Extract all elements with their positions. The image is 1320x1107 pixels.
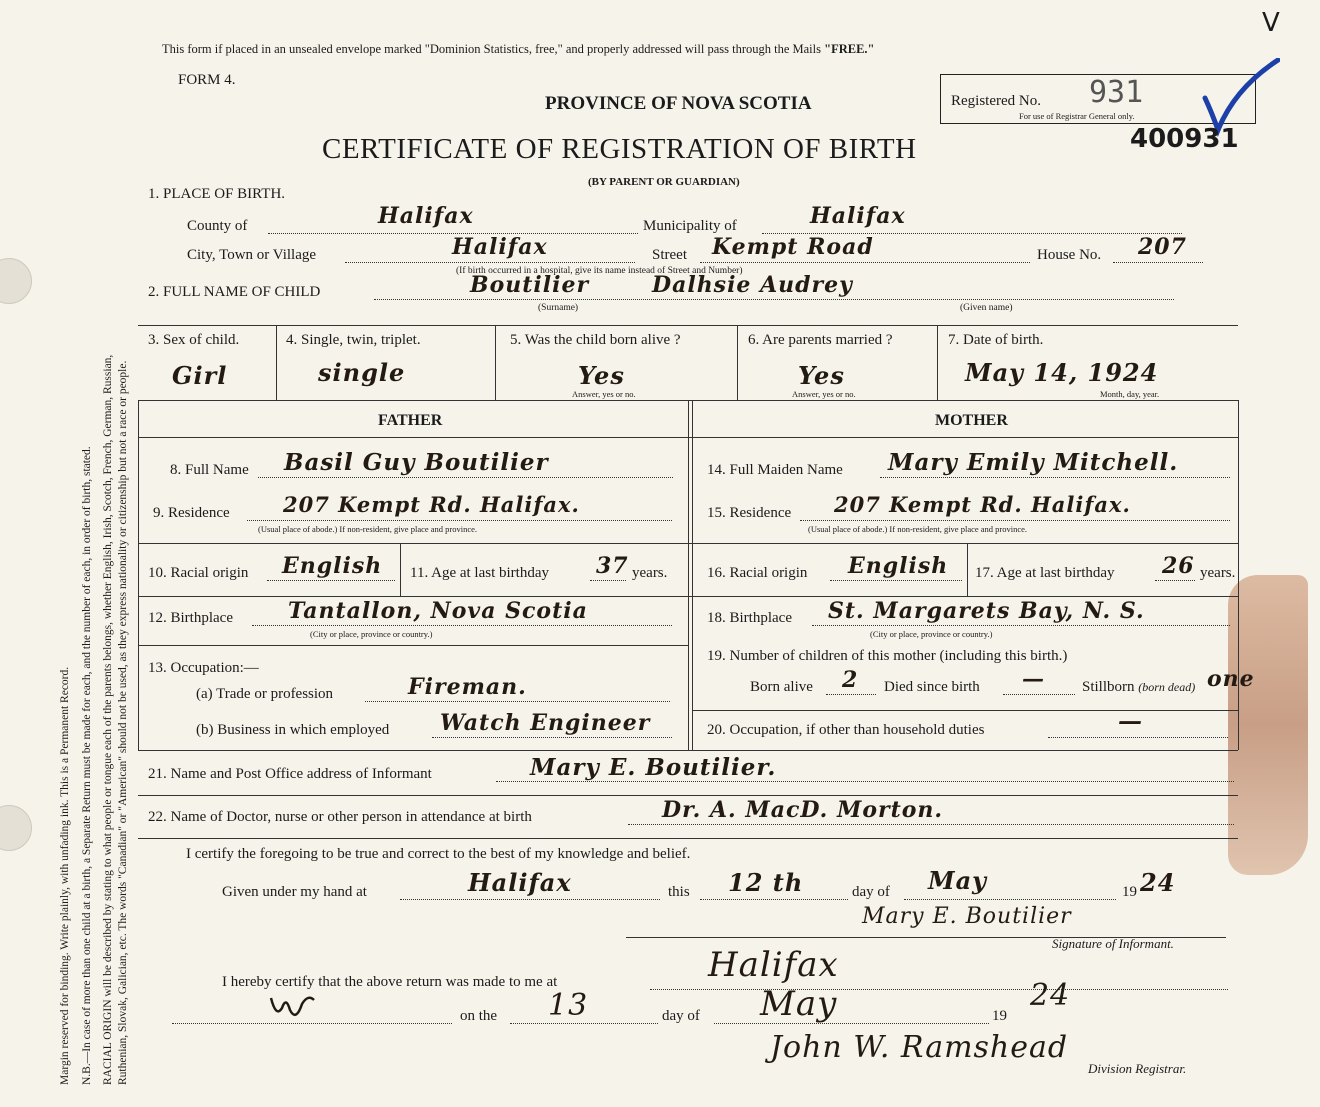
municipality-label: Municipality of <box>643 218 737 234</box>
given-year-value: 24 <box>1140 868 1176 897</box>
place-heading: 1. PLACE OF BIRTH. <box>148 186 286 202</box>
alive-value: Yes <box>578 361 625 390</box>
street-label: Street <box>652 247 687 263</box>
mother-birthplace-note: (City or place, province or country.) <box>870 629 993 639</box>
this-label: this <box>668 884 690 900</box>
corner-mark: V <box>1262 8 1280 38</box>
registrar-signature: John W. Ramshead <box>770 1030 1069 1065</box>
father-racial-label: 10. Racial origin <box>148 565 249 581</box>
city-label: City, Town or Village <box>187 247 317 263</box>
mother-residence-label: 15. Residence <box>707 505 792 521</box>
stillborn-value: one <box>1207 666 1255 692</box>
on-the-label: on the <box>460 1008 498 1024</box>
given-month-value: May <box>928 866 988 895</box>
sex-label: 3. Sex of child. <box>148 332 240 348</box>
informant-label: 21. Name and Post Office address of Informant <box>148 766 432 782</box>
informant-signature: Mary E. Boutilier <box>862 904 1072 929</box>
single-label: 4. Single, twin, triplet. <box>286 332 421 348</box>
doctor-label: 22. Name of Doctor, nurse or other person in attendance at birth <box>148 809 532 825</box>
alive-label: 5. Was the child born alive ? <box>510 332 681 348</box>
father-residence-value: 207 Kempt Rd. Halifax. <box>283 492 580 517</box>
father-trade-value: Fireman. <box>408 674 527 700</box>
registered-label: Registered No. <box>951 93 1041 109</box>
father-occupation-label: 13. Occupation:— <box>148 660 259 676</box>
father-heading: FATHER <box>378 412 443 429</box>
margin-note-4: Ruthenian, Slovak, Galician, etc. The words "Canadian" or "American" should not be used, as they express nationality or citizenship but not a race or people. <box>117 360 129 1085</box>
died-since-birth-value: — <box>1022 666 1045 692</box>
return-text: I hereby certify that the above return was made to me at <box>222 974 558 990</box>
given-day-value: 12 th <box>728 868 804 897</box>
page-subtitle: (BY PARENT OR GUARDIAN) <box>588 176 740 188</box>
father-business-value: Watch Engineer <box>440 710 651 736</box>
county-label: County of <box>187 218 248 234</box>
return-place-value: Halifax <box>708 945 839 985</box>
sex-value: Girl <box>172 361 228 390</box>
given-under-label: Given under my hand at <box>222 884 367 900</box>
page-title: CERTIFICATE OF REGISTRATION OF BIRTH <box>322 133 917 165</box>
stillborn-note: (born dead) <box>1138 680 1196 694</box>
city-value: Halifax <box>452 234 548 260</box>
mother-heading: MOTHER <box>935 412 1008 429</box>
municipality-value: Halifax <box>810 203 906 229</box>
registrar-label: Division Registrar. <box>1088 1061 1187 1076</box>
hospital-note: (If birth occurred in a hospital, give its name instead of Street and Number) <box>456 266 743 276</box>
father-racial-value: English <box>282 553 383 579</box>
margin-note-2: N.B.—In case of more than one child at a birth, a Separate Return must be made for each, and the number of each, in order of birth, stated. <box>81 446 93 1085</box>
father-birthplace-note: (City or place, province or country.) <box>310 629 433 639</box>
father-years: years. <box>632 565 668 581</box>
return-year-prefix: 19 <box>992 1008 1007 1024</box>
child-given-name: Dalhsie Audrey <box>652 272 853 298</box>
mother-name-value: Mary Emily Mitchell. <box>888 449 1179 476</box>
doctor-value: Dr. A. MacD. Morton. <box>662 797 944 823</box>
province-heading: PROVINCE OF NOVA SCOTIA <box>545 93 812 114</box>
certify-text: I certify the foregoing to be true and correct to the best of my knowledge and belief. <box>186 846 691 862</box>
born-alive-value: 2 <box>842 667 859 693</box>
mother-age-label: 17. Age at last birthday <box>975 565 1115 581</box>
alive-note: Answer, yes or no. <box>572 389 636 399</box>
mother-birthplace-label: 18. Birthplace <box>707 610 792 626</box>
given-year-prefix: 19 <box>1122 884 1137 900</box>
form-number: FORM 4. <box>178 72 236 88</box>
given-day-of-label: day of <box>852 884 890 900</box>
mother-racial-value: English <box>848 553 949 579</box>
children-count-label: 19. Number of children of this mother (including this birth.) <box>707 648 1068 664</box>
return-year-value: 24 <box>1030 978 1071 1013</box>
stillborn-label <box>1082 679 1195 696</box>
stillborn-label-text: Stillborn <box>1082 679 1135 695</box>
married-label: 6. Are parents married ? <box>748 332 893 348</box>
county-value: Halifax <box>378 203 474 229</box>
given-place-value: Halifax <box>468 868 572 897</box>
punch-hole-top <box>0 258 32 304</box>
married-value: Yes <box>798 361 845 390</box>
dob-note: Month, day, year. <box>1100 389 1160 399</box>
return-day-of-label: day of <box>662 1008 700 1024</box>
informant-value: Mary E. Boutilier. <box>530 754 777 781</box>
margin-note-3: RACIAL ORIGIN will be described by stating to what people or tongue each of the parents belongs, whether English, Irish, Scotch, French, German, Russian, <box>102 354 114 1085</box>
street-value: Kempt Road <box>712 234 874 260</box>
mother-residence-value: 207 Kempt Rd. Halifax. <box>834 492 1131 517</box>
died-since-birth-label: Died since birth <box>884 679 980 695</box>
given-note: (Given name) <box>960 303 1013 313</box>
dob-label: 7. Date of birth. <box>948 332 1044 348</box>
father-birthplace-value: Tantallon, Nova Scotia <box>288 598 588 624</box>
return-month-value: May <box>760 984 838 1024</box>
mother-occupation-value: — <box>1118 706 1143 735</box>
house-value: 207 <box>1138 234 1187 260</box>
mother-racial-label: 16. Racial origin <box>707 565 808 581</box>
child-surname: Boutilier <box>470 272 590 298</box>
father-trade-label: (a) Trade or profession <box>196 686 334 702</box>
mother-age-value: 26 <box>1162 553 1195 579</box>
punch-hole-bottom <box>0 805 32 851</box>
mother-birthplace-value: St. Margarets Bay, N. S. <box>828 598 1145 624</box>
surname-note: (Surname) <box>538 303 579 313</box>
signature-label: Signature of Informant. <box>1052 936 1174 951</box>
father-business-label: (b) Business in which employed <box>196 722 390 738</box>
born-alive-label: Born alive <box>750 679 813 695</box>
house-label: House No. <box>1037 247 1102 263</box>
father-age-value: 37 <box>596 553 629 579</box>
registered-value: 931 <box>1089 75 1144 110</box>
stamp-number: 400931 <box>1130 124 1239 154</box>
mother-occupation-label: 20. Occupation, if other than household duties <box>707 722 985 738</box>
father-age-label: 11. Age at last birthday <box>410 565 549 581</box>
mother-name-label: 14. Full Maiden Name <box>707 462 843 478</box>
return-day-value: 13 <box>548 988 589 1023</box>
child-name-label: 2. FULL NAME OF CHILD <box>148 284 321 300</box>
registered-note: For use of Registrar General only. <box>1019 111 1135 121</box>
father-birthplace-label: 12. Birthplace <box>148 610 233 626</box>
mother-residence-note: (Usual place of abode.) If non-resident, give place and province. <box>808 524 1028 534</box>
mother-years: years. <box>1200 565 1236 581</box>
registrar-initial <box>268 990 318 1029</box>
single-value: single <box>318 358 406 387</box>
married-note: Answer, yes or no. <box>792 389 856 399</box>
father-residence-note: (Usual place of abode.) If non-resident, give place and province. <box>258 524 478 534</box>
margin-note-1: Margin reserved for binding. Write plainly, with unfading ink. This is a Permanent Record. <box>59 666 71 1085</box>
postal-notice: This form if placed in an unsealed envelope marked "Dominion Statistics, free," and properly addressed will pass through the Mails "FREE." <box>162 42 875 56</box>
father-residence-label: 9. Residence <box>153 505 230 521</box>
paper-stain <box>1228 575 1308 875</box>
father-name-value: Basil Guy Boutilier <box>284 449 549 476</box>
father-name-label: 8. Full Name <box>170 462 249 478</box>
dob-value: May 14, 1924 <box>965 358 1159 387</box>
